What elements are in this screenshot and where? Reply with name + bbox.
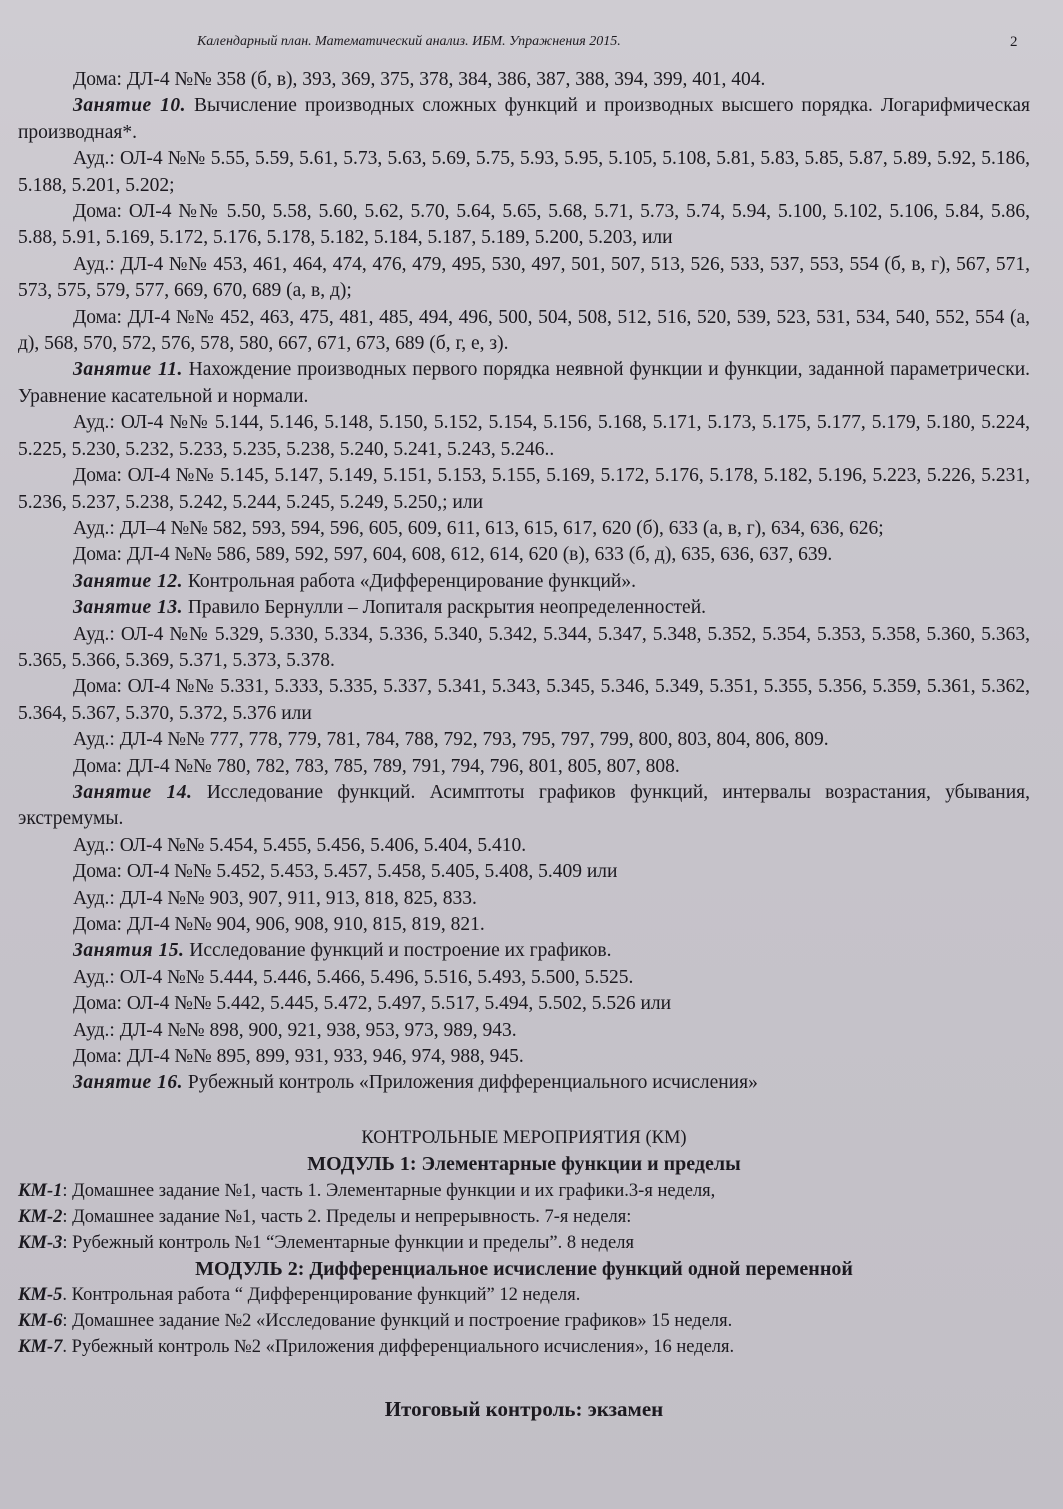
class-assignment: Ауд.: ОЛ-4 №№ 5.144, 5.146, 5.148, 5.150, 5.152, 5.154, 5.156, 5.168, 5.171, 5.173, 5.175, 5.177, 5.179, 5.180, 5.224, 5.225, 5.230, 5.232, 5.233, 5.235, 5.238, 5.240, 5.241, 5.243, 5.246.. <box>18 412 1030 460</box>
km-code: КМ-3 <box>18 1232 63 1253</box>
km-item <box>18 1178 1030 1204</box>
home-assignment: Дома: ДЛ-4 №№ 586, 589, 592, 597, 604, 608, 612, 614, 620 (в), 633 (б, д), 635, 636, 637, 639. <box>73 544 833 566</box>
lesson-label: Занятие 12. <box>73 570 183 592</box>
class-assignment: Ауд.: ОЛ-4 №№ 5.454, 5.455, 5.456, 5.406, 5.404, 5.410. <box>73 834 527 856</box>
km-text: : Домашнее задание №1, часть 1. Элементарные функции и их графики.3-я неделя, <box>62 1180 716 1201</box>
class-assignment: Ауд.: ОЛ-4 №№ 5.55, 5.59, 5.61, 5.73, 5.63, 5.69, 5.75, 5.93, 5.95, 5.105, 5.108, 5.81, 5.83, 5.85, 5.87, 5.89, 5.92, 5.186, 5.188, 5.201, 5.202; <box>18 148 1030 196</box>
lesson-10-heading <box>18 93 1030 146</box>
km-item <box>18 1204 1030 1230</box>
home-assignment: Дома: ДЛ-4 №№ 780, 782, 783, 785, 789, 791, 794, 796, 801, 805, 807, 808. <box>73 755 680 777</box>
lesson-label: Занятие 10. <box>73 95 187 117</box>
lesson-label: Занятия 15. <box>73 940 185 962</box>
lesson-11-heading <box>18 357 1030 410</box>
lesson-label: Занятие 14. <box>73 781 193 803</box>
home-assignment: Дома: ОЛ-4 №№ 5.145, 5.147, 5.149, 5.151, 5.153, 5.155, 5.169, 5.172, 5.176, 5.178, 5.182, 5.196, 5.223, 5.226, 5.231, 5.236, 5.237, 5.238, 5.242, 5.244, 5.245, 5.249, 5.250,; или <box>18 465 1030 513</box>
lesson-14-heading <box>18 780 1030 833</box>
km-code: КМ-7 <box>18 1337 63 1358</box>
km-code: КМ-2 <box>18 1206 63 1227</box>
home-assignment: Дома: ОЛ-4 №№ 5.442, 5.445, 5.472, 5.497, 5.517, 5.494, 5.502, 5.526 или <box>73 993 672 1015</box>
lesson-13-heading <box>18 595 1030 621</box>
km-text: : Домашнее задание №1, часть 2. Пределы и непрерывность. 7-я неделя: <box>62 1206 632 1227</box>
lesson-title: Нахождение производных первого порядка неявной функции и функции, заданной параметрически. Уравнение касательной и нормали. <box>18 359 1030 407</box>
class-assignment: Ауд.: ДЛ–4 №№ 582, 593, 594, 596, 605, 609, 611, 613, 615, 617, 620 (б), 633 (а, в, г), 634, 636, 626; <box>73 517 884 539</box>
header-title: Календарный план. Математический анализ. ИБМ. Упражнения 2015. <box>197 34 621 49</box>
lesson-12-heading <box>18 569 1030 595</box>
class-assignment: Ауд.: ОЛ-4 №№ 5.444, 5.446, 5.466, 5.496, 5.516, 5.493, 5.500, 5.525. <box>73 966 634 988</box>
home-assignment: Дома: ДЛ-4 №№ 452, 463, 475, 481, 485, 494, 496, 500, 504, 508, 512, 516, 520, 539, 523, 531, 534, 540, 552, 554 (а, д), 568, 570, 572, 576, 578, 580, 667, 671, 673, 689 (б, г, е, з). <box>18 306 1030 355</box>
module-2-title: МОДУЛЬ 2: Дифференциальное исчисление функций одной переменной <box>195 1257 853 1280</box>
km-text: . Контрольная работа “ Дифференцирование функций” 12 неделя. <box>62 1285 581 1306</box>
class-assignment: Ауд.: ОЛ-4 №№ 5.329, 5.330, 5.334, 5.336, 5.340, 5.342, 5.344, 5.347, 5.348, 5.352, 5.354, 5.353, 5.358, 5.360, 5.363, 5.365, 5.366, 5.369, 5.371, 5.373, 5.378. <box>18 623 1030 671</box>
home-assignment: Дома: ОЛ-4 №№ 5.331, 5.333, 5.335, 5.337, 5.341, 5.343, 5.345, 5.346, 5.349, 5.351, 5.355, 5.356, 5.359, 5.361, 5.362, 5.364, 5.367, 5.370, 5.372, 5.376 или <box>18 676 1030 724</box>
km-item <box>18 1230 1030 1256</box>
home-assignment: Дома: ОЛ-4 №№ 5.50, 5.58, 5.60, 5.62, 5.70, 5.64, 5.65, 5.68, 5.71, 5.73, 5.74, 5.94, 5.100, 5.102, 5.106, 5.84, 5.86, 5.88, 5.91, 5.169, 5.172, 5.176, 5.178, 5.182, 5.184, 5.187, 5.189, 5.200, 5.203, или <box>18 201 1030 249</box>
km-item <box>18 1308 1030 1334</box>
km-item <box>18 1282 1030 1308</box>
lesson-title: Исследование функций. Асимптоты графиков функций, интервалы возрастания, убывания, экстремумы. <box>18 781 1030 830</box>
lesson-15-heading <box>18 938 1030 964</box>
class-assignment: Ауд.: ДЛ-4 №№ 903, 907, 911, 913, 818, 825, 833. <box>73 887 477 909</box>
module-1-title: МОДУЛЬ 1: Элементарные функции и пределы <box>307 1153 741 1176</box>
lesson-label: Занятие 11. <box>73 359 183 381</box>
km-text: : Домашнее задание №2 «Исследование функций и построение графиков» 15 неделя. <box>62 1311 733 1332</box>
home-assignment: Дома: ДЛ-4 №№ 895, 899, 931, 933, 946, 974, 988, 945. <box>73 1046 524 1068</box>
lesson-title: Рубежный контроль «Приложения дифференциального исчисления» <box>182 1072 758 1094</box>
km-code: КМ-5 <box>18 1285 63 1306</box>
class-assignment: Ауд.: ДЛ-4 №№ 898, 900, 921, 938, 953, 973, 989, 943. <box>73 1019 517 1041</box>
home-assignment: Дома: ДЛ-4 №№ 358 (б, в), 393, 369, 375, 378, 384, 386, 387, 388, 394, 399, 401, 404. <box>73 69 766 90</box>
km-text: : Рубежный контроль №1 “Элементарные функции и пределы”. 8 неделя <box>62 1232 634 1253</box>
lesson-16-heading <box>18 1070 1030 1096</box>
class-assignment: Ауд.: ДЛ-4 №№ 453, 461, 464, 474, 476, 479, 495, 530, 497, 501, 507, 513, 526, 533, 537, 553, 554 (б, в, г), 567, 571, 573, 575, 579, 577, 669, 670, 689 (а, в, д); <box>18 253 1030 302</box>
control-events-title: КОНТРОЛЬНЫЕ МЕРОПРИЯТИЯ (КМ) <box>361 1127 687 1148</box>
km-text: . Рубежный контроль №2 «Приложения дифференциального исчисления», 16 неделя. <box>62 1337 735 1358</box>
page-number: 2 <box>1010 34 1018 50</box>
lesson-title: Исследование функций и построение их графиков. <box>184 940 612 962</box>
lesson-label: Занятие 16. <box>73 1072 183 1094</box>
km-code: КМ-1 <box>18 1180 63 1201</box>
class-assignment: Ауд.: ДЛ-4 №№ 777, 778, 779, 781, 784, 788, 792, 793, 795, 797, 799, 800, 803, 804, 806, 809. <box>73 729 829 751</box>
lesson-title: Контрольная работа «Дифференцирование функций». <box>182 570 636 592</box>
document-body <box>18 67 1030 1422</box>
km-item <box>18 1334 1030 1360</box>
lesson-title: Правило Бернулли – Лопиталя раскрытия неопределенностей. <box>182 597 707 619</box>
home-assignment: Дома: ДЛ-4 №№ 904, 906, 908, 910, 815, 819, 821. <box>73 914 485 935</box>
final-exam-line: Итоговый контроль: экзамен <box>384 1397 664 1422</box>
lesson-title: Вычисление производных сложных функций и производных высшего порядка. Логарифмическая производная*. <box>18 95 1030 143</box>
lesson-label: Занятие 13. <box>73 597 183 619</box>
km-code: КМ-6 <box>18 1311 63 1332</box>
home-assignment: Дома: ОЛ-4 №№ 5.452, 5.453, 5.457, 5.458, 5.405, 5.408, 5.409 или <box>73 861 618 883</box>
